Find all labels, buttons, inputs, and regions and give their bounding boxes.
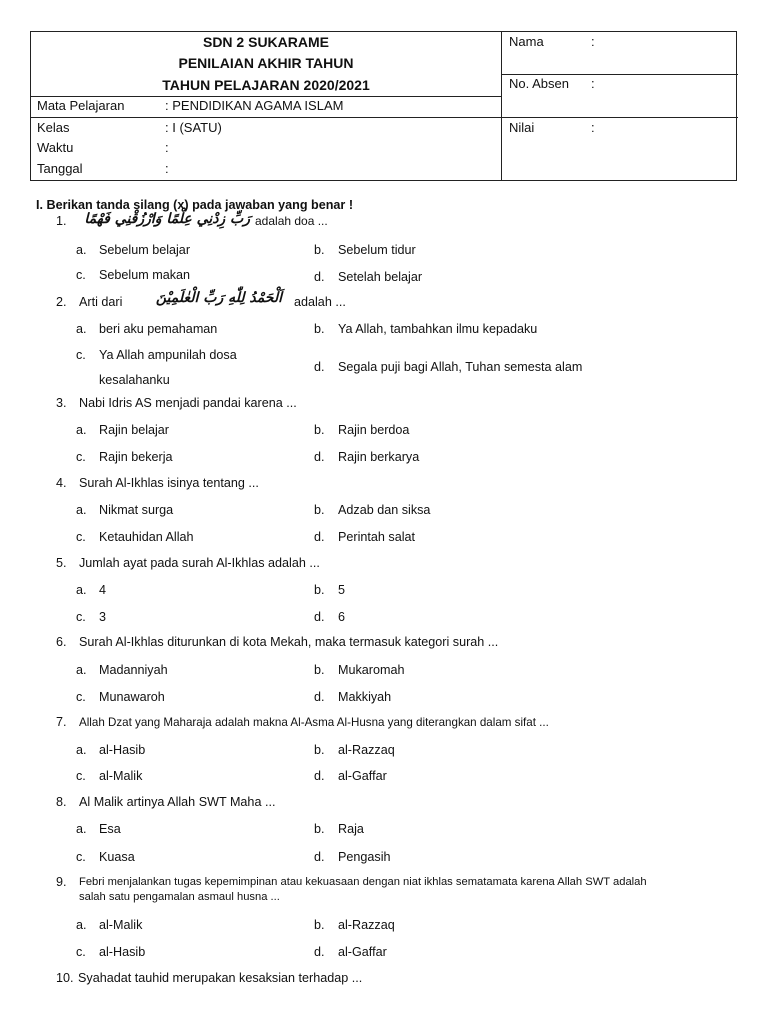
option-key: a.: [76, 322, 87, 336]
option-text: Ya Allah, tambahkan ilmu kepadaku: [338, 322, 538, 336]
option-key: c.: [76, 690, 86, 704]
header-table: [30, 31, 737, 181]
option-text: 5: [338, 583, 346, 597]
school-year: TAHUN PELAJARAN 2020/2021: [162, 77, 370, 93]
option-key: a.: [76, 423, 87, 437]
option-key: b.: [314, 743, 325, 757]
question-text: adalah doa ...: [255, 214, 328, 228]
option-text: al-Malik: [99, 769, 143, 783]
option-text: 4: [99, 583, 107, 597]
option-text: Rajin bekerja: [99, 450, 173, 464]
time-label: Waktu: [37, 140, 74, 155]
option-text: Esa: [99, 822, 121, 836]
option-text: Sebelum tidur: [338, 243, 416, 257]
subject-label: Mata Pelajaran: [37, 98, 125, 113]
option-key: b.: [314, 918, 325, 932]
option-text: Segala puji bagi Allah, Tuhan semesta alam: [338, 360, 583, 374]
time-value: :: [165, 140, 169, 155]
option-key: a.: [76, 918, 87, 932]
option-text: Rajin berdoa: [338, 423, 410, 437]
question-text: Syahadat tauhid merupakan kesaksian terhadap ...: [78, 971, 363, 985]
section-title: I. Berikan tanda silang (x) pada jawaban yang benar !: [36, 198, 354, 212]
option-text: Mukaromah: [338, 663, 405, 677]
question-text: Febri menjalankan tugas kepemimpinan atau kekuasaan dengan niat ikhlas sematamata karena Allah SWT adalah: [79, 876, 647, 888]
name-value: :: [591, 34, 595, 49]
question-prefix: Arti dari: [79, 295, 123, 309]
option-key: c.: [76, 348, 86, 362]
option-text: beri aku pemahaman: [99, 322, 218, 336]
option-text: al-Hasib: [99, 743, 146, 757]
option-key: b.: [314, 503, 325, 517]
school-name: SDN 2 SUKARAME: [202, 34, 329, 50]
option-text-cont: kesalahanku: [99, 373, 170, 387]
option-key: c.: [76, 610, 86, 624]
option-key: c.: [76, 945, 86, 959]
option-text: al-Gaffar: [338, 945, 387, 959]
option-key: b.: [314, 423, 325, 437]
option-key: d.: [314, 610, 325, 624]
option-text: Ketauhidan Allah: [99, 530, 194, 544]
option-text: al-Gaffar: [338, 769, 387, 783]
question-text: Jumlah ayat pada surah Al-Ikhlas adalah ...: [79, 556, 320, 570]
option-text: al-Razzaq: [338, 918, 395, 932]
arabic-phrase-text: اَلْحَمْدُ لِلّٰهِ رَبِّ الْعٰلَمِيْنَ: [155, 290, 282, 306]
divider: [31, 96, 501, 97]
option-text: Munawaroh: [99, 690, 165, 704]
date-value: :: [165, 161, 169, 176]
question-number: 9.: [56, 875, 67, 889]
question-number: 5.: [56, 556, 67, 570]
subject-value: : PENDIDIKAN AGAMA ISLAM: [165, 98, 344, 113]
option-key: a.: [76, 243, 87, 257]
option-key: a.: [76, 743, 87, 757]
option-key: b.: [314, 583, 325, 597]
option-text: Perintah salat: [338, 530, 416, 544]
option-key: d.: [314, 769, 325, 783]
option-text: Kuasa: [99, 850, 135, 864]
question-text: Surah Al-Ikhlas isinya tentang ...: [79, 476, 259, 490]
option-text: Sebelum belajar: [99, 243, 191, 257]
option-text: Setelah belajar: [338, 270, 423, 284]
option-text: Makkiyah: [338, 690, 392, 704]
question-number: 3.: [56, 396, 67, 410]
option-key: c.: [76, 850, 86, 864]
question-text: Allah Dzat yang Maharaja adalah makna Al-Asma Al-Husna yang diterangkan dalam sifat ...: [79, 716, 549, 729]
class-label: Kelas: [37, 120, 70, 135]
option-text: Rajin belajar: [99, 423, 170, 437]
option-text: Sebelum makan: [99, 268, 191, 282]
option-key: d.: [314, 450, 325, 464]
question-number: 1.: [56, 214, 67, 228]
option-text: al-Malik: [99, 918, 143, 932]
option-key: b.: [314, 663, 325, 677]
option-key: a.: [76, 583, 87, 597]
option-text: Raja: [338, 822, 364, 836]
class-value: : I (SATU): [165, 120, 222, 135]
option-key: b.: [314, 322, 325, 336]
divider: [31, 117, 738, 118]
option-key: b.: [314, 822, 325, 836]
option-key: d.: [314, 270, 325, 284]
option-text: Nikmat surga: [99, 503, 174, 517]
arabic-prayer-text: رَبِّ زِدْنِي عِلْمًا وَارْزُقْنِي فَهْمًا: [84, 211, 250, 227]
question-number: 6.: [56, 635, 67, 649]
option-text: Pengasih: [338, 850, 391, 864]
question-text: Nabi Idris AS menjadi pandai karena ...: [79, 396, 297, 410]
name-label: Nama: [509, 34, 544, 49]
question-number: 4.: [56, 476, 67, 490]
option-text: Ya Allah ampunilah dosa: [99, 348, 237, 362]
option-key: c.: [76, 450, 86, 464]
option-key: a.: [76, 822, 87, 836]
option-key: d.: [314, 360, 325, 374]
option-key: d.: [314, 530, 325, 544]
question-text: Surah Al-Ikhlas diturunkan di kota Mekah, maka termasuk kategori surah ...: [79, 635, 499, 649]
option-text: Adzab dan siksa: [338, 503, 431, 517]
question-number: 8.: [56, 795, 67, 809]
absen-value: :: [591, 76, 595, 91]
option-key: c.: [76, 268, 86, 282]
question-text: adalah ...: [294, 295, 346, 309]
option-key: d.: [314, 850, 325, 864]
score-value: :: [591, 120, 595, 135]
option-text: al-Razzaq: [338, 743, 395, 757]
option-key: c.: [76, 769, 86, 783]
option-key: c.: [76, 530, 86, 544]
date-label: Tanggal: [37, 161, 83, 176]
option-text: 3: [99, 610, 107, 624]
question-number: 10.: [56, 971, 74, 985]
option-key: a.: [76, 663, 87, 677]
option-text: 6: [338, 610, 346, 624]
question-text: Al Malik artinya Allah SWT Maha ...: [79, 795, 276, 809]
option-key: a.: [76, 503, 87, 517]
option-text: Rajin berkarya: [338, 450, 420, 464]
option-key: d.: [314, 690, 325, 704]
divider: [501, 32, 502, 181]
option-key: d.: [314, 945, 325, 959]
absen-label: No. Absen: [509, 76, 569, 91]
divider: [501, 74, 738, 75]
question-number: 2.: [56, 295, 67, 309]
option-text: al-Hasib: [99, 945, 146, 959]
option-key: b.: [314, 243, 325, 257]
score-label: Nilai: [509, 120, 535, 135]
exam-title: PENILAIAN AKHIR TAHUN: [178, 55, 354, 71]
option-text: Madanniyah: [99, 663, 168, 677]
question-text-cont: salah satu pengamalan asmaul husna ...: [79, 891, 280, 903]
question-number: 7.: [56, 715, 67, 729]
